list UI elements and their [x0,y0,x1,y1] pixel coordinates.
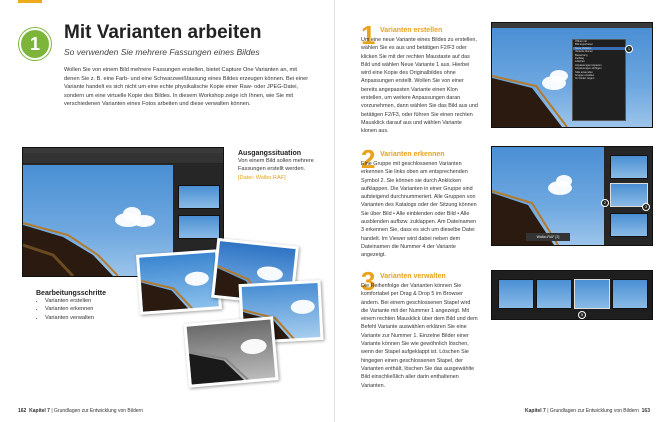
menu-item[interactable]: Bewertung [575,53,588,57]
menu-item[interactable]: Löschen [575,60,585,64]
marker-1: 1 [625,45,633,53]
menu-item[interactable]: Gruppe erstellen [575,74,595,78]
list-item: • Varianten erstellen [45,297,146,305]
menu-item[interactable]: Bild exportieren [575,43,594,47]
menu-item[interactable]: Farbtag [575,57,584,61]
menu-item[interactable]: Stile anwenden [575,70,593,74]
bearbeitungsschritte-heading: Bearbeitungsschritte [36,290,107,297]
browser-panel [604,147,652,245]
menu-item[interactable]: Anpassungen kopieren [575,63,602,67]
step-1-title: Varianten erstellen [380,27,443,34]
top-accent-bar [18,0,42,3]
ausgangssituation-box [238,150,328,182]
step-1-text: Um eine neue Variante eines Bildes zu erstellen, wählen Sie es aus und betätigen F2/F3 oder klicken Sie mit der rechten Maustaste auf das Bild und wählen Neue Variante 1 aus. Hierbei wird eine Kopie des Originalbildes ohne Anpassungen erstellt. Wollen Sie von einer bereits angepassten Variante einen Klon erstellen, um weitere Anpassungen daran vorzunehmen, dann wählen Sie das Bild aus und betätigen F2/F3, oder führen Sie einen rechten Mausklick darauf aus und wählen Variante klonen aus. [361,37,478,135]
photo-bw [183,316,278,388]
menu-item[interactable]: Öffnen mit [575,40,587,43]
thumbnail[interactable] [178,215,220,239]
thumbnail[interactable] [612,279,648,309]
page-subtitle: So verwenden Sie mehrere Fassungen eines Bildes [64,47,260,57]
thumbnail[interactable] [178,185,220,209]
screenshot-step-3 [491,270,653,320]
step-3-text: Die Reihenfolge der Varianten können Sie komfortabel per Drag & Drop 5 im Browser ändern. Bei einem geschlossenen Stapel wird die Variante mit der Nummer 1 angezeigt. Mit einem rechten Mausklick über dem Bild und dem Befehl Variante auswählen erklären Sie eine Variante zur Nummer 1. Einzelne Bilder einer Variante können Sie wie gewöhnlich löschen, wenn der Stapel aufgeklappt ist. Löschen Sie hingegen einen geschlossenen Stapel, der Varianten enthält, löschen Sie das ausgewählte Bild einschließlich aller darin enthaltenen Varianten. [361,283,478,389]
menu-item[interactable]: Anpassungen einfügen [575,67,602,71]
marker-2: 2 [601,199,609,207]
thumbnail[interactable] [610,213,648,237]
step-2-title: Varianten erkennen [380,151,445,158]
marker-5: 5 [578,311,586,319]
left-footer: 162 Kapitel 7 | Grundlagen zur Entwicklung von Bildern [18,408,143,414]
thumbnail[interactable] [498,279,534,309]
menu-item[interactable]: Neue Variante [573,47,625,50]
list-item: • Varianten erkennen [45,305,146,313]
ausgangssituation-heading: Ausgangssituation [238,150,302,157]
screenshot-step-1 [491,22,653,128]
list-item: • Varianten verwalten [45,314,146,322]
menu-item[interactable]: Variante klonen [575,50,593,54]
bearbeitungsschritte-box [36,290,146,322]
image-viewer [492,147,604,245]
context-menu [572,39,626,121]
marker-3: 3 [642,203,650,211]
thumbnail[interactable] [536,279,572,309]
ausgangssituation-credit: [Datei: Walbo.RAF] [238,174,286,181]
step-2-text: Eine Gruppe mit geschlossenen Varianten erkennen Sie links oben am entsprechenden Symbol 2. Sie können sie durch Anklicken aufklappen. Die Varianten in einer Gruppe sind aufsteigend durchnummeriert. Alle Gruppen von Varianten des Katalogs oder der Sitzung können Sie über Bild • Alle einblenden oder Bild • Alle ausblenden aufbzw. zuklappen. Am Dateinamen 3 erkennen Sie, dass es sich um dieselbe Datei handelt. Im Viewer wird dabei neben dem Dateinamen die Nummer 4 der Variante angezeigt. [361,161,477,259]
page-title: Mit Varianten arbeiten [64,22,262,43]
thumbnail[interactable] [574,279,610,309]
step-2-number: 2 [361,144,376,174]
step-1-number: 1 [361,20,376,50]
ausgangssituation-text: Von einem Bild sollen mehrere Fassungen erstellt werden. [238,158,314,173]
menu-item[interactable]: Im Finder zeigen [575,77,595,81]
step-3-title: Varianten verwalten [380,273,446,280]
app-toolbar [23,153,223,164]
chapter-badge: 1 [19,28,51,60]
steps-list [36,297,146,322]
right-page [334,0,668,422]
screenshot-step-2 [491,146,653,246]
thumbnail[interactable] [610,155,648,179]
viewer-filename-label: Walbo.RAF [2] [526,233,570,241]
photo-color-1 [136,249,222,315]
right-footer: Kapitel 7 | Grundlagen zur Entwicklung von Bildern 163 [525,408,650,414]
intro-paragraph: Wollen Sie von einem Bild mehrere Fassungen erstellen, bietet Capture One Varianten an, mit denen Sie z. B. eine Farb- und eine Schwarzweißfassung eines Bildes erzeugen können. Bei einer Variante handelt es sich nicht um eine echte physikalische Kopie einer Raw- oder JPEG-Datei, sondern um eine virtuelle Kopie des Bildes. In diesem Workshop zeige ich Ihnen, wie Sie mit verschiedenen Varianten eines Fotos arbeiten und diese verwalten können. [64,67,309,108]
step-3-number: 3 [361,266,376,296]
